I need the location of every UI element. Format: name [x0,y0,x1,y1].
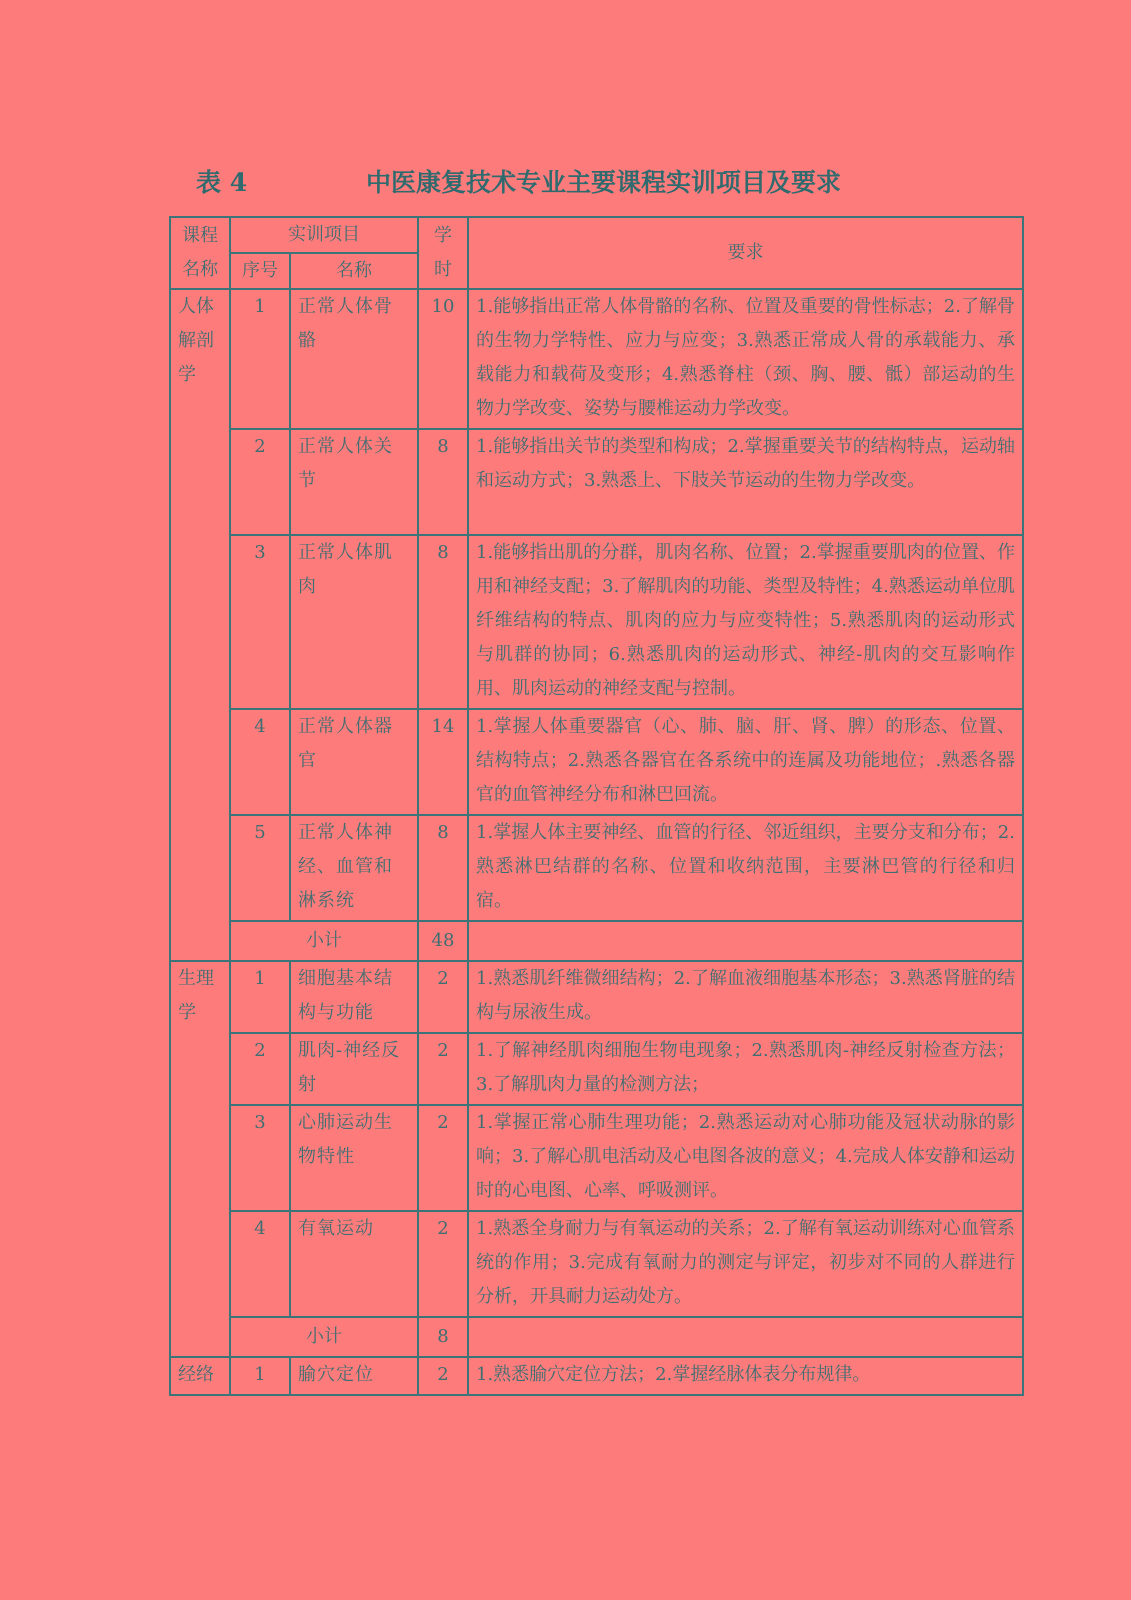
subtotal-empty [468,921,1023,961]
seq: 2 [230,1033,290,1105]
hours: 2 [418,1211,468,1317]
requirement: 1.掌握人体重要器官（心、肺、脑、肝、肾、脾）的形态、位置、结构特点；2.熟悉各器官在各系统中的连属及功能地位；.熟悉各器官的血管神经分布和淋巴回流。 [468,709,1023,815]
table-row [170,961,1023,1033]
table-row [170,1211,1023,1317]
table-caption [196,163,1036,199]
seq: 1 [230,961,290,1033]
table-row [170,815,1023,921]
project-name: 正常人体关节 [290,429,418,535]
seq: 4 [230,709,290,815]
header-name: 名称 [290,253,418,289]
header-course: 课程名称 [170,217,230,289]
subtotal-hours: 8 [418,1317,468,1357]
seq: 2 [230,429,290,535]
project-name: 正常人体肌肉 [290,535,418,709]
project-name: 心肺运动生物特性 [290,1105,418,1211]
project-name: 肌肉-神经反射 [290,1033,418,1105]
requirement: 1.能够指出正常人体骨骼的名称、位置及重要的骨性标志；2.了解骨的生物力学特性、应力与应变；3.熟悉正常成人骨的承载能力、承载能力和载荷及变形；4.熟悉脊柱（颈、胸、腰、骶）部运动的生物力学改变、姿势与腰椎运动力学改变。 [468,289,1023,429]
table-row [170,709,1023,815]
hours: 2 [418,1357,468,1395]
project-name: 正常人体神经、血管和淋系统 [290,815,418,921]
requirement: 1.掌握正常心肺生理功能；2.熟悉运动对心肺功能及冠状动脉的影响；3.了解心肌电活动及心电图各波的意义；4.完成人体安静和运动时的心电图、心率、呼吸测评。 [468,1105,1023,1211]
seq: 1 [230,1357,290,1395]
requirement: 1.了解神经肌肉细胞生物电现象；2.熟悉肌肉-神经反射检查方法；3.了解肌肉力量的检测方法； [468,1033,1023,1105]
hours: 8 [418,815,468,921]
subtotal-label: 小计 [230,921,418,961]
header-project: 实训项目 [230,217,418,253]
hours: 2 [418,961,468,1033]
table-row [170,535,1023,709]
project-name: 腧穴定位 [290,1357,418,1395]
project-name: 正常人体骨骼 [290,289,418,429]
hours: 8 [418,535,468,709]
subtotal-empty [468,1317,1023,1357]
hours: 8 [418,429,468,535]
project-name: 有氧运动 [290,1211,418,1317]
table-row [170,1033,1023,1105]
hours: 10 [418,289,468,429]
header-seq: 序号 [230,253,290,289]
table-row [170,1357,1023,1395]
hours: 2 [418,1105,468,1211]
project-name: 正常人体器官 [290,709,418,815]
course-name: 人体解剖学 [170,289,230,961]
requirement: 1.能够指出关节的类型和构成；2.掌握重要关节的结构特点，运动轴和运动方式；3.熟悉上、下肢关节运动的生物力学改变。 [468,429,1023,535]
table-row [170,289,1023,429]
requirement: 1.熟悉腧穴定位方法；2.掌握经脉体表分布规律。 [468,1357,1023,1395]
seq: 1 [230,289,290,429]
project-name: 细胞基本结构与功能 [290,961,418,1033]
table-title: 中医康复技术专业主要课程实训项目及要求 [366,168,842,197]
hours: 2 [418,1033,468,1105]
training-table [169,216,1024,1396]
header-row [170,217,1023,253]
subtotal-label: 小计 [230,1317,418,1357]
requirement: 1.掌握人体主要神经、血管的行径、邻近组织，主要分支和分布；2.熟悉淋巴结群的名称、位置和收纳范围，主要淋巴管的行径和归宿。 [468,815,1023,921]
seq: 4 [230,1211,290,1317]
seq: 3 [230,1105,290,1211]
table-row [170,429,1023,535]
hours: 14 [418,709,468,815]
course-name: 生理学 [170,961,230,1357]
header-hours: 学时 [418,217,468,289]
course-name: 经络 [170,1357,230,1395]
table-number: 表 4 [196,168,248,197]
seq: 5 [230,815,290,921]
table-row [170,1105,1023,1211]
header-requirement: 要求 [468,217,1023,289]
subtotal-row [170,921,1023,961]
subtotal-hours: 48 [418,921,468,961]
requirement: 1.熟悉全身耐力与有氧运动的关系；2.了解有氧运动训练对心血管系统的作用；3.完成有氧耐力的测定与评定，初步对不同的人群进行分析，开具耐力运动处方。 [468,1211,1023,1317]
seq: 3 [230,535,290,709]
requirement: 1.熟悉肌纤维微细结构；2.了解血液细胞基本形态；3.熟悉肾脏的结构与尿液生成。 [468,961,1023,1033]
requirement: 1.能够指出肌的分群，肌肉名称、位置；2.掌握重要肌肉的位置、作用和神经支配；3.了解肌肉的功能、类型及特性；4.熟悉运动单位肌纤维结构的特点、肌肉的应力与应变特性；5.熟悉肌肉的运动形式与肌群的协同；6.熟悉肌肉的运动形式、神经-肌肉的交互影响作用、肌肉运动的神经支配与控制。 [468,535,1023,709]
subtotal-row [170,1317,1023,1357]
